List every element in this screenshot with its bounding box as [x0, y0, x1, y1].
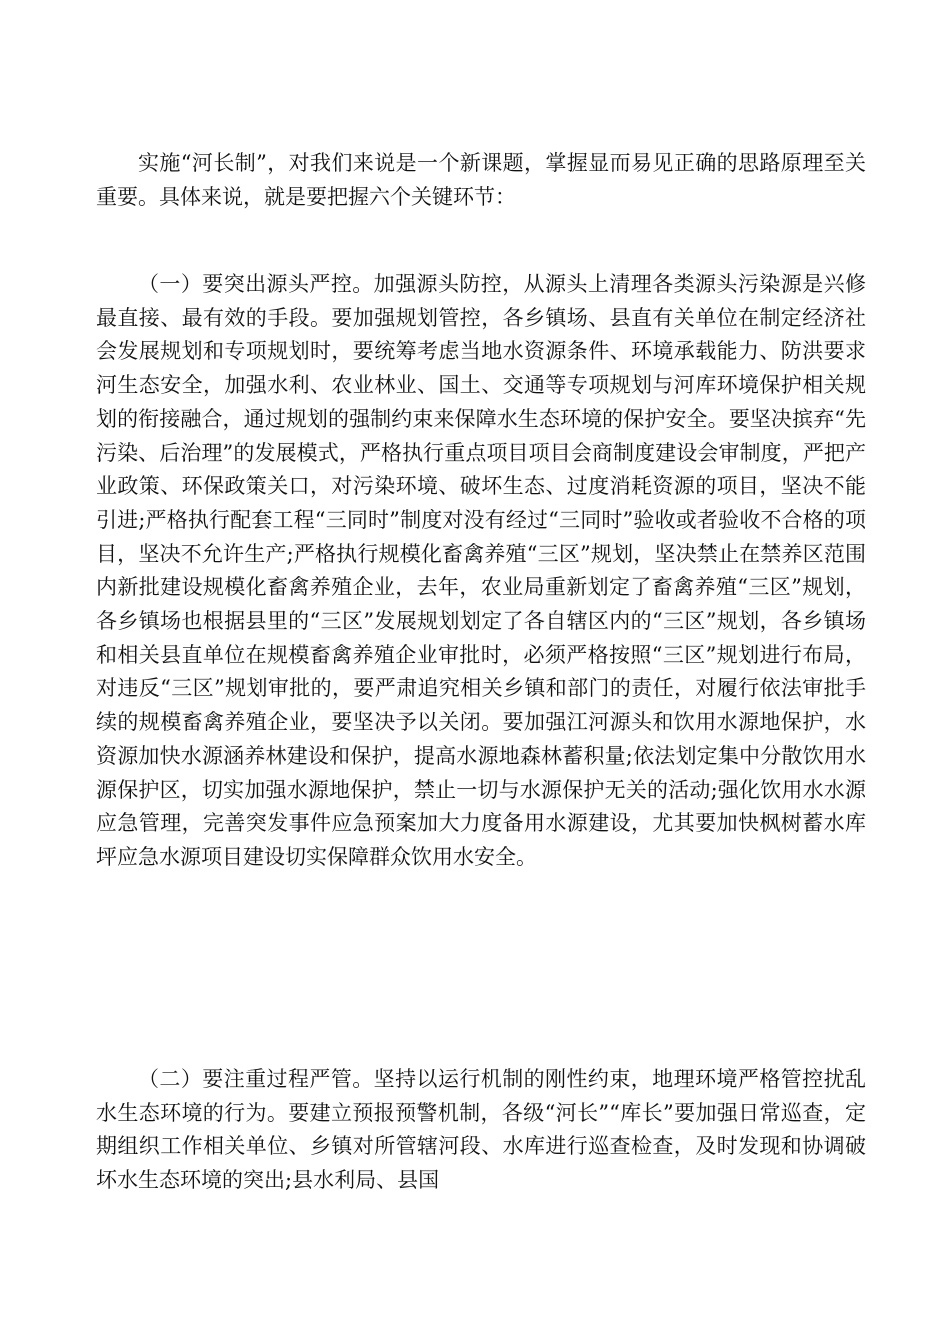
section-one-paragraph: （一）要突出源头严控。加强源头防控，从源头上清理各类源头污染源是兴修最直接、最有效的手段。要加强规划管控，各乡镇场、县直有关单位在制定经济社会发展规划和专项规划时，要统筹考虑当地水资源条件、环境承载能力、防洪要求河生态安全，加强水利、农业林业、国土、交通等专项规划与河库环境保护相关规划的衔接融合，通过规划的强制约束来保障水生态环境的保护安全。要坚决摈弃“先污染、后治理”的发展模式，严格执行重点项目项目会商制度建设会审制度，严把产业政策、环保政策关口，对污染环境、破坏生态、过度消耗资源的项目，坚决不能引进;严格执行配套工程“三同时”制度对没有经过“三同时”验收或者验收不合格的项目，坚决不允许生产;严格执行规模化畜禽养殖“三区”规划，坚决禁止在禁养区范围内新批建设规模化畜禽养殖企业，去年，农业局重新划定了畜禽养殖“三区”规划，各乡镇场也根据县里的“三区”发展规划划定了各自辖区内的“三区”规划，各乡镇场和相关县直单位在规模畜禽养殖企业审批时，必须严格按照“三区”规划进行布局，对违反“三区”规划审批的，要严肃追究相关乡镇和部门的责任，对履行依法审批手续的规模畜禽养殖企业，要坚决予以关闭。要加强江河源头和饮用水源地保护，水资源加快水源涵养林建设和保护，提高水源地森林蓄积量;依法划定集中分散饮用水源保护区，切实加强水源地保护，禁止一切与水源保护无关的活动;强化饮用水水源应急管理，完善突发事件应急预案加大力度备用水源建设，尤其要加快枫树蓄水库坪应急水源项目建设切实保障群众饮用水安全。 — [96, 272, 866, 869]
intro-paragraph: 实施“河长制”，对我们来说是一个新课题，掌握显而易见正确的思路原理至关重要。具体来说，就是要把握六个关键环节： — [96, 151, 866, 209]
section-two-paragraph: （二）要注重过程严管。坚持以运行机制的刚性约束，地理环境严格管控扰乱水生态环境的行为。要建立预报预警机制，各级“河长”“库长”要加强日常巡查，定期组织工作相关单位、乡镇对所管辖河段、水库进行巡查检查，及时发现和协调破坏水生态环境的突出;县水利局、县国 — [96, 1067, 866, 1193]
